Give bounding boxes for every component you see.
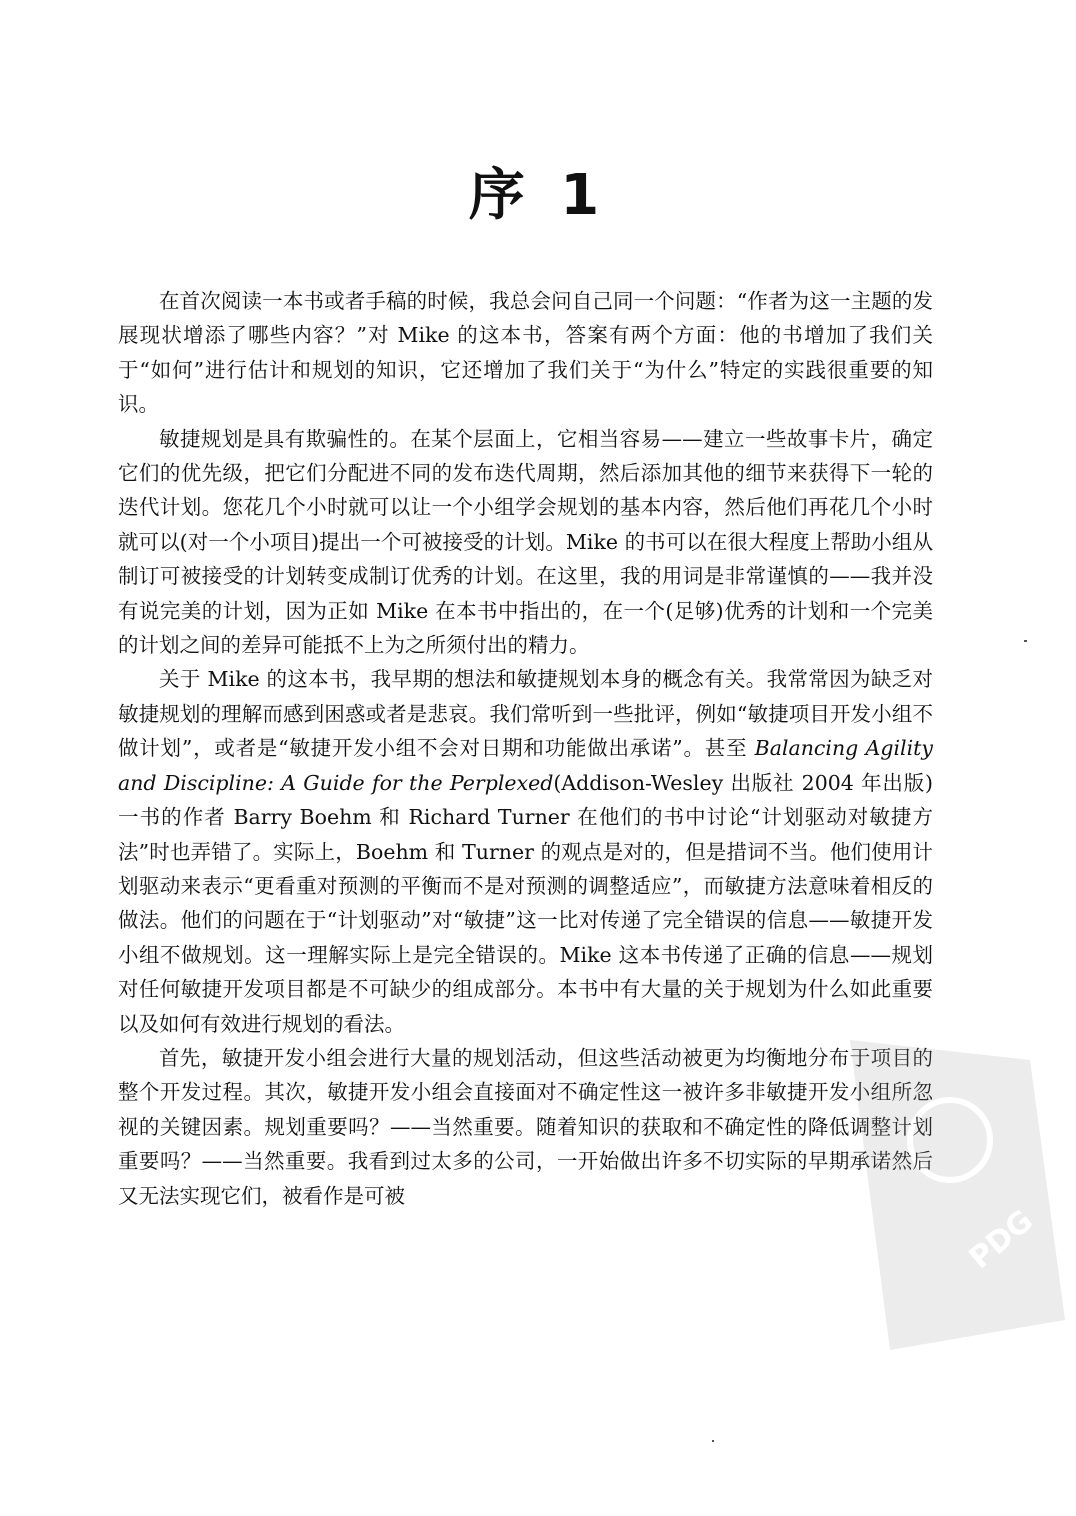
paragraph	[118, 662, 933, 1040]
book-title-italic: Balancing Agility and Discipline: A Guide for the Perplexed	[118, 736, 933, 795]
page-title: 序 1	[468, 163, 608, 228]
paragraph	[118, 1041, 933, 1213]
watermark-seal-shape	[850, 1040, 1065, 1350]
scan-speck	[712, 1440, 714, 1442]
watermark-label: PDG	[962, 1203, 1040, 1277]
paragraph-text: 首先，敏捷开发小组会进行大量的规划活动，但这些活动被更为均衡地分布于项目的整个开发过程。其次，敏捷开发小组会直接面对不确定性这一被许多非敏捷开发小组所忽视的关键因素。规划重要吗？——当然重要。随着知识的获取和不确定性的降低调整计划重要吗？——当然重要。我看到过太多的公司，一开始做出许多不切实际的早期承诺然后又无法实现它们，被看作是可被	[118, 1045, 933, 1208]
paragraph	[118, 422, 933, 663]
paragraph	[118, 284, 933, 422]
watermark-seal	[830, 1020, 1070, 1360]
paragraph-text: (Addison-Wesley 出版社 2004 年出版)一书的作者 Barry Boehm 和 Richard Turner 在他们的书中讨论“计划驱动对敏捷方法”时也弄错了。实际上，Boehm 和 Turner 的观点是对的，但是措词不当。他们使用计划驱动来表示“更看重对预测的平衡而不是对预测的调整适应”，而敏捷方法意味着相反的做法。他们的问题在于“计划驱动”对“敏捷”这一比对传递了完全错误的信息——敏捷开发小组不做规划。这一理解实际上是完全错误的。Mike 这本书传递了正确的信息——规划对任何敏捷开发项目都是不可缺少的组成部分。本书中有大量的关于规划为什么如此重要以及如何有效进行规划的看法。	[118, 770, 933, 1036]
paragraph-text: 在首次阅读一本书或者手稿的时候，我总会问自己同一个问题：“作者为这一主题的发展现状增添了哪些内容？”对 Mike 的这本书，答案有两个方面：他的书增加了我们关于“如何”进行估计和规划的知识，它还增加了我们关于“为什么”特定的实践很重要的知识。	[118, 289, 933, 417]
scan-speck	[1024, 640, 1027, 642]
paragraph-text: 关于 Mike 的这本书，我早期的想法和敏捷规划本身的概念有关。我常常因为缺乏对敏捷规划的理解而感到困惑或者是悲哀。我们常听到一些批评，例如“敏捷项目开发小组不做计划”，或者是“敏捷开发小组不会对日期和功能做出承诺”。甚至	[118, 667, 933, 761]
body-text	[118, 284, 933, 1213]
paragraph-text: 敏捷规划是具有欺骗性的。在某个层面上，它相当容易——建立一些故事卡片，确定它们的优先级，把它们分配进不同的发布迭代周期，然后添加其他的细节来获得下一轮的迭代计划。您花几个小时就可以让一个小组学会规划的基本内容，然后他们再花几个小时就可以(对一个小项目)提出一个可被接受的计划。Mike 的书可以在很大程度上帮助小组从制订可被接受的计划转变成制订优秀的计划。在这里，我的用词是非常谨慎的——我并没有说完美的计划，因为正如 Mike 在本书中指出的，在一个(足够)优秀的计划和一个完美的计划之间的差异可能抵不上为之所须付出的精力。	[118, 426, 933, 658]
